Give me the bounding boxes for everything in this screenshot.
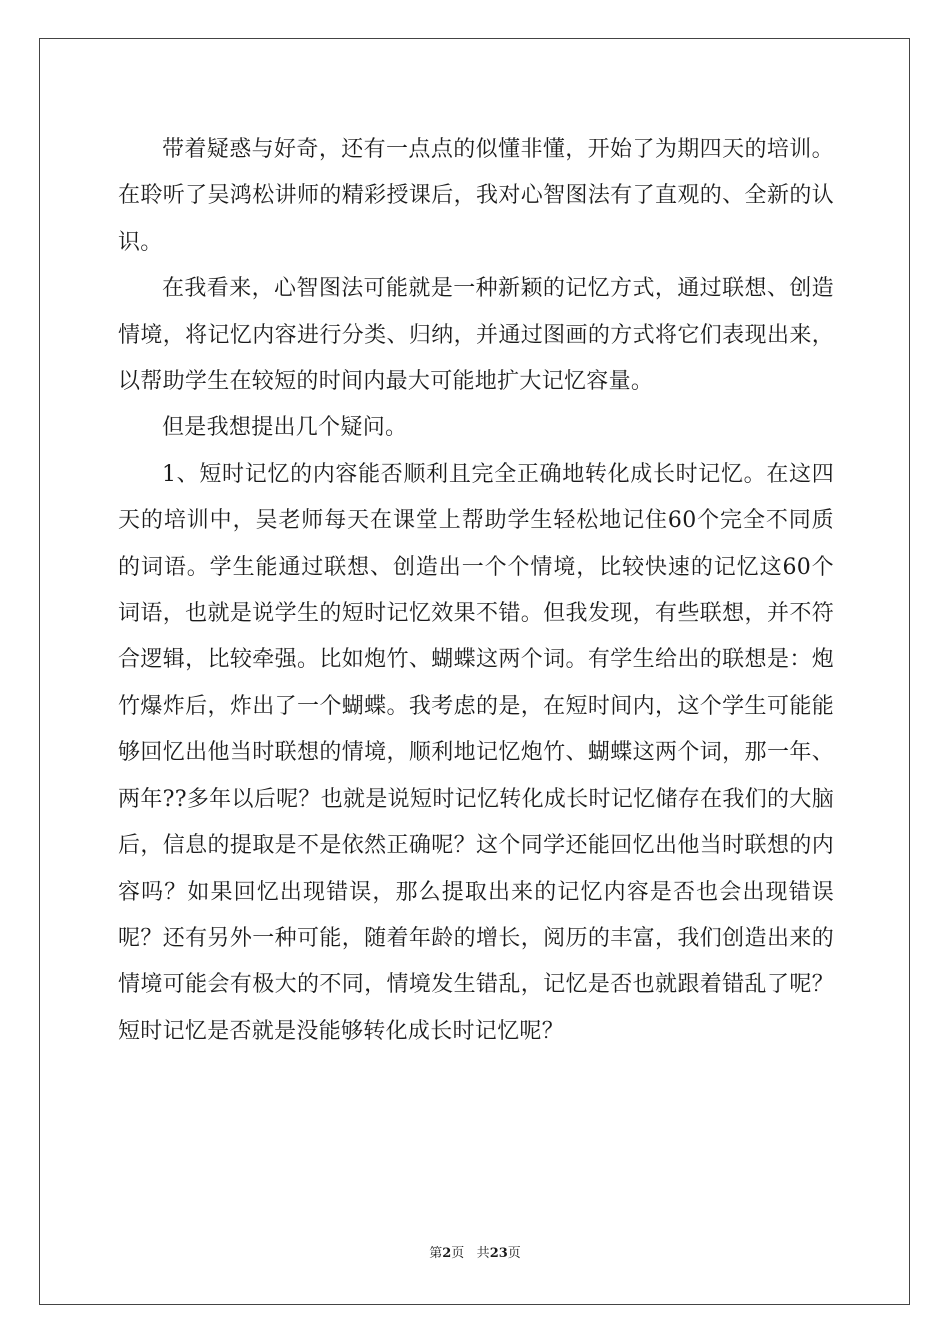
paragraph-1: 带着疑惑与好奇，还有一点点的似懂非懂，开始了为期四天的培训。在聆听了吴鸿松讲师的精彩授课后，我对心智图法有了直观的、全新的认识。 [118, 137, 834, 255]
footer-total-pages: 23 [489, 1246, 508, 1261]
footer-total-suffix: 页 [507, 1246, 521, 1261]
page-footer [0, 1242, 950, 1261]
document-body [118, 127, 834, 1055]
footer-page-suffix: 页 [451, 1246, 465, 1261]
paragraph-3: 但是我想提出几个疑问。 [162, 415, 408, 441]
footer-page-prefix: 第 [429, 1246, 443, 1261]
footer-page-number: 2 [442, 1246, 452, 1261]
footer-total-prefix: 共 [476, 1246, 490, 1261]
paragraph-4: 1、短时记忆的内容能否顺利且完全正确地转化成长时记忆。在这四天的培训中，吴老师每天在课堂上帮助学生轻松地记住60个完全不同质的词语。学生能通过联想、创造出一个个情境，比较快速的记忆这60个词语，也就是说学生的短时记忆效果不错。但我发现，有些联想，并不符合逻辑，比较牵强。比如炮竹、蝴蝶这两个词。有学生给出的联想是：炮竹爆炸后，炸出了一个蝴蝶。我考虑的是，在短时间内，这个学生可能能够回忆出他当时联想的情境，顺利地记忆炮竹、蝴蝶这两个词，那一年、两年??多年以后呢？也就是说短时记忆转化成长时记忆储存在我们的大脑后，信息的提取是不是依然正确呢？这个同学还能回忆出他当时联想的内容吗？如果回忆出现错误，那么提取出来的记忆内容是否也会出现错误呢？还有另外一种可能，随着年龄的增长，阅历的丰富，我们创造出来的情境可能会有极大的不同，情境发生错乱，记忆是否也就跟着错乱了呢？短时记忆是否就是没能够转化成长时记忆呢？ [118, 461, 834, 1044]
paragraph-2: 在我看来，心智图法可能就是一种新颖的记忆方式，通过联想、创造情境，将记忆内容进行分类、归纳，并通过图画的方式将它们表现出来，以帮助学生在较短的时间内最大可能地扩大记忆容量。 [118, 276, 834, 395]
